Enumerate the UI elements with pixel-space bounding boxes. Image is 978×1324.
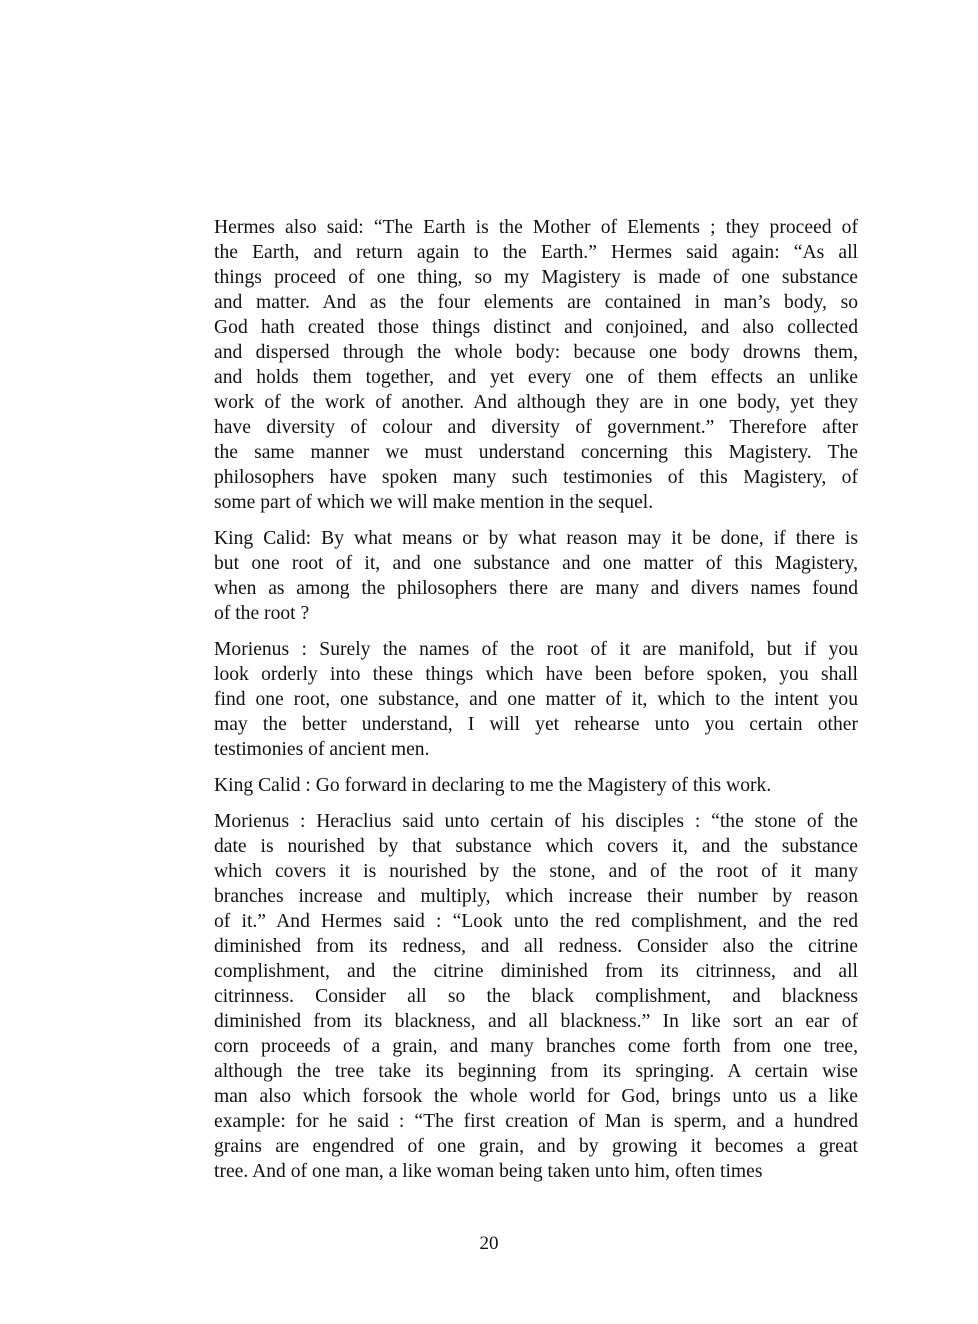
text-line: Morienus : Heraclius said unto certain of his disciples : “the stone of the bbox=[214, 811, 858, 832]
text-line: Hermes also said: “The Earth is the Mother of Elements ; they proceed of bbox=[214, 217, 858, 238]
page-number: 20 bbox=[479, 1233, 499, 1254]
text-line: work of the work of another. And although they are in one body, yet they bbox=[214, 392, 858, 413]
text-line: diminished from its blackness, and all blackness.” In like sort an ear of bbox=[214, 1011, 858, 1032]
text-line: man also which forsook the whole world for God, brings unto us a like bbox=[214, 1086, 858, 1107]
text-line: find one root, one substance, and one matter of it, which to the intent you bbox=[214, 689, 858, 710]
text-line: testimonies of ancient men. bbox=[214, 739, 430, 760]
text-line: branches increase and multiply, which increase their number by reason bbox=[214, 886, 858, 907]
text-line: philosophers have spoken many such testimonies of this Magistery, of bbox=[214, 467, 858, 488]
text-line: the same manner we must understand concerning this Magistery. The bbox=[214, 442, 858, 463]
text-line: tree. And of one man, a like woman being taken unto him, often times bbox=[214, 1161, 763, 1182]
text-line: citrinness. Consider all so the black complishment, and blackness bbox=[214, 986, 858, 1007]
text-line: the Earth, and return again to the Earth.” Hermes said again: “As all bbox=[214, 242, 858, 263]
text-line: complishment, and the citrine diminished from its citrinness, and all bbox=[214, 961, 858, 982]
text-line: although the tree take its beginning from its springing. A certain wise bbox=[214, 1061, 858, 1082]
text-line: have diversity of colour and diversity of government.” Therefore after bbox=[214, 417, 858, 438]
text-line: God hath created those things distinct and conjoined, and also collected bbox=[214, 317, 858, 338]
text-line: some part of which we will make mention in the sequel. bbox=[214, 492, 654, 513]
text-line: of the root ? bbox=[214, 603, 310, 624]
paragraph bbox=[214, 773, 858, 798]
text-line: example: for he said : “The first creation of Man is sperm, and a hundred bbox=[214, 1111, 858, 1132]
body-text bbox=[214, 215, 858, 1184]
text-line: things proceed of one thing, so my Magistery is made of one substance bbox=[214, 267, 858, 288]
text-line: look orderly into these things which have been before spoken, you shall bbox=[214, 664, 858, 685]
text-line: corn proceeds of a grain, and many branches come forth from one tree, bbox=[214, 1036, 858, 1057]
paragraph bbox=[214, 215, 858, 515]
text-line: when as among the philosophers there are many and divers names found bbox=[214, 578, 858, 599]
paragraph bbox=[214, 526, 858, 626]
text-line: date is nourished by that substance which covers it, and the substance bbox=[214, 836, 858, 857]
text-line: may the better understand, I will yet rehearse unto you certain other bbox=[214, 714, 858, 735]
text-line: King Calid : Go forward in declaring to me the Magistery of this work. bbox=[214, 775, 772, 796]
text-line: and holds them together, and yet every one of them effects an unlike bbox=[214, 367, 858, 388]
text-line: King Calid: By what means or by what reason may it be done, if there is bbox=[214, 528, 858, 549]
text-line: Morienus : Surely the names of the root of it are manifold, but if you bbox=[214, 639, 858, 660]
paragraph bbox=[214, 637, 858, 762]
text-line: grains are engendred of one grain, and by growing it becomes a great bbox=[214, 1136, 858, 1157]
text-line: but one root of it, and one substance and one matter of this Magistery, bbox=[214, 553, 858, 574]
paragraph bbox=[214, 809, 858, 1184]
text-line: and matter. And as the four elements are contained in man’s body, so bbox=[214, 292, 858, 313]
text-line: which covers it is nourished by the stone, and of the root of it many bbox=[214, 861, 858, 882]
text-line: of it.” And Hermes said : “Look unto the red complishment, and the red bbox=[214, 911, 858, 932]
text-line: diminished from its redness, and all redness. Consider also the citrine bbox=[214, 936, 858, 957]
text-line: and dispersed through the whole body: because one body drowns them, bbox=[214, 342, 858, 363]
